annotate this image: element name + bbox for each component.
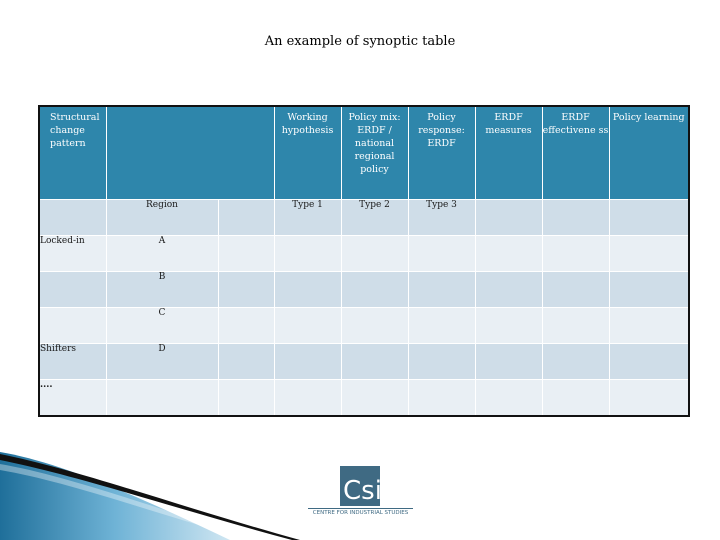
table-row [39, 272, 689, 308]
synoptic-table [38, 105, 690, 417]
header-structural-change-pattern: Structural change pattern [39, 106, 106, 200]
header-policy-learning: Policy learning [609, 106, 689, 200]
csil-logo-subtitle: CENTRE FOR INDUSTRIAL STUDIES [308, 508, 413, 516]
table-cell [542, 200, 609, 236]
header-erdf-measures: ERDF measures [475, 106, 542, 200]
type-3-label: Type 3 [408, 200, 475, 236]
pattern-label [39, 308, 106, 344]
type-2-label: Type 2 [341, 200, 408, 236]
table-cell [218, 200, 274, 236]
header-row [39, 106, 689, 200]
pattern-label: Locked-in [39, 236, 106, 272]
pattern-label [39, 272, 106, 308]
csil-logo-text: Csil [343, 476, 390, 506]
table-cell [609, 200, 689, 236]
header-policy-mix: Policy mix: ERDF / national regional policy [341, 106, 408, 200]
table-row [39, 344, 689, 380]
pattern-label: .... [39, 380, 106, 417]
table-row-region [39, 200, 689, 236]
pattern-label: Shifters [39, 344, 106, 380]
table-cell [475, 200, 542, 236]
table-row [39, 380, 689, 417]
slide-title: An example of synoptic table [264, 34, 456, 49]
header-empty [106, 106, 274, 200]
table-row [39, 236, 689, 272]
region-code [106, 380, 218, 417]
table-row [39, 308, 689, 344]
region-label: Region [106, 200, 218, 236]
region-code: D [106, 344, 218, 380]
region-code: A [106, 236, 218, 272]
type-1-label: Type 1 [274, 200, 341, 236]
header-erdf-effectiveness: ERDF effectivene ss [542, 106, 609, 200]
header-working-hypothesis: Working hypothesis [274, 106, 341, 200]
region-code: B [106, 272, 218, 308]
header-policy-response: Policy response: ERDF [408, 106, 475, 200]
region-code: C [106, 308, 218, 344]
table-cell [39, 200, 106, 236]
